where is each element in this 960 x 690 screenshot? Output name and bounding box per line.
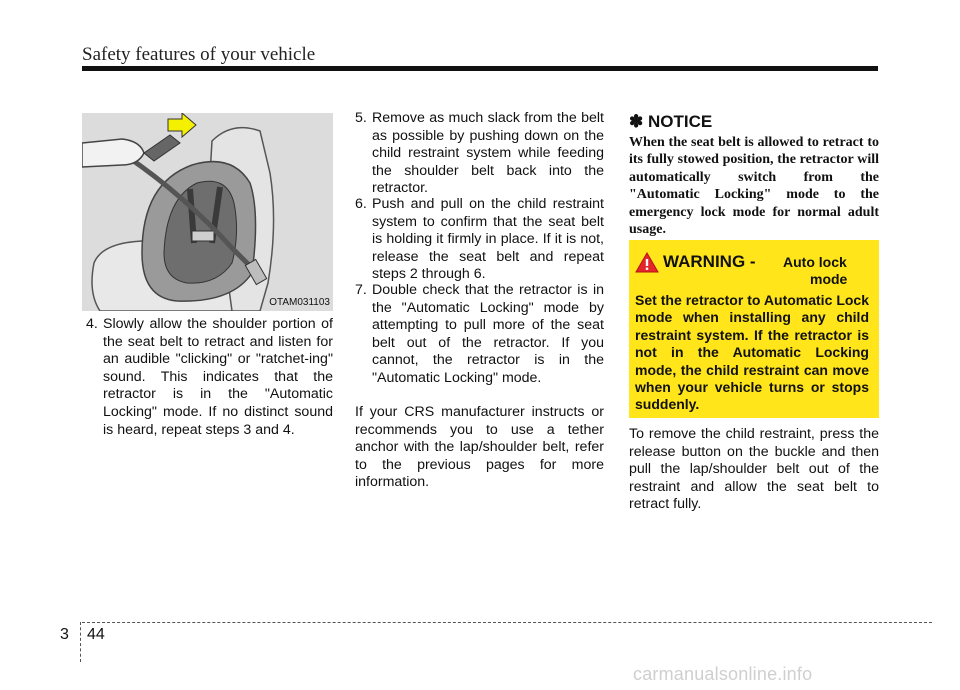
notice-title: ✽ NOTICE	[629, 112, 713, 131]
step-5-number: 5.	[355, 110, 367, 126]
footer-rule	[82, 622, 932, 623]
warning-box	[629, 240, 879, 418]
figure-code: OTAM031103	[269, 297, 330, 308]
step-5-text: Remove as much slack from the belt as possible by pushing down on the child restraint system while feeding the shoulder belt back into the retractor.	[372, 110, 604, 197]
warning-triangle-icon	[635, 252, 659, 273]
step-4-text: Slowly allow the shoulder portion of the seat belt to retract and listen for an audible "clicking" or "ratchet-ing" sound. This indicates that the retractor is in the "Automatic Locking" mode. If no distinct sound is heard, repeat steps 3 and 4.	[103, 316, 333, 438]
warning-subtitle-1: Auto lock	[783, 254, 847, 270]
warning-label: WARNING -	[663, 252, 756, 271]
header-rule	[82, 66, 878, 71]
footer-divider	[80, 622, 81, 662]
tether-paragraph: If your CRS manufacturer instructs or recommends you to use a tether anchor with the lap/shoulder belt, refer to the previous pages for more information.	[355, 404, 604, 491]
page-number: 44	[87, 626, 105, 643]
step-4-number: 4.	[86, 316, 98, 332]
notice-text: When the seat belt is allowed to retract to its fully stowed position, the retractor will automatically switch from the "Automatic Locking" mode to the emergency lock mode for normal adult usage.	[629, 135, 879, 238]
child-seat-illustration	[82, 113, 333, 311]
step-6-number: 6.	[355, 196, 367, 212]
page-header-title: Safety features of your vehicle	[82, 44, 316, 65]
chapter-number: 3	[60, 626, 69, 643]
child-seat-drawing	[82, 113, 333, 311]
step-7-number: 7.	[355, 282, 367, 298]
warning-text: Set the retractor to Automatic Lock mode when installing any child restraint system. If the retractor is not in the Automatic Locking mode, the child restraint can move when your vehicle turns or stops suddenly.	[635, 292, 869, 413]
watermark: carmanualsonline.info	[633, 664, 813, 684]
remove-restraint-paragraph: To remove the child restraint, press the release button on the buckle and then pull the lap/shoulder belt out of the restraint and allow the seat belt to retract fully.	[629, 426, 879, 513]
step-7-text: Double check that the retractor is in the "Automatic Locking" mode by attempting to pull more of the seat belt out of the retractor. If you cannot, the retractor is in the "Automatic Locking" mode.	[372, 282, 604, 386]
step-6-text: Push and pull on the child restraint system to confirm that the seat belt is holding it firmly in place. If it is not, release the seat belt and repeat steps 2 through 6.	[372, 196, 604, 283]
warning-subtitle-2: mode	[810, 271, 848, 287]
